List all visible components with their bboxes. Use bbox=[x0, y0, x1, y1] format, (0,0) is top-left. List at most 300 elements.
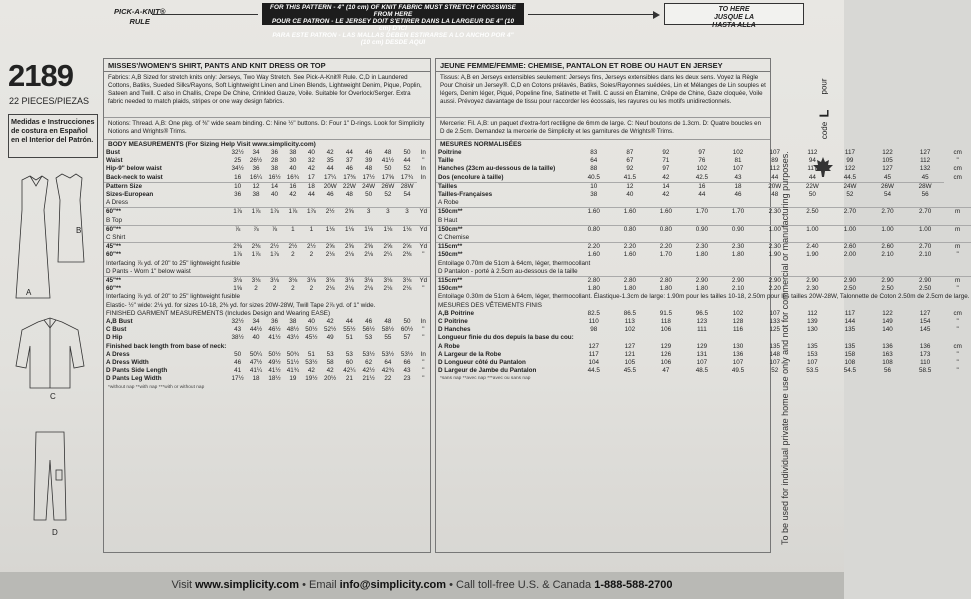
table-note: B Top bbox=[106, 216, 122, 224]
table-cell bbox=[302, 343, 320, 351]
table-cell: 43½ bbox=[286, 334, 300, 342]
row-label: D Largeur de Jambe du Pantalon bbox=[438, 367, 537, 375]
table-cell: 54 bbox=[884, 191, 892, 199]
table-cell: 53½ bbox=[381, 350, 394, 358]
table-cell: 41½ bbox=[381, 157, 394, 165]
table-cell: 64 bbox=[590, 157, 598, 165]
english-body-title: BODY MEASUREMENTS (For Sizing Help Visit www.simplicity.com) bbox=[108, 141, 316, 148]
table-note: Interfacing ⅞ yd. of 20" to 25" lightweight fusible bbox=[106, 293, 240, 301]
row-label: 60"** bbox=[106, 251, 121, 259]
table-cell: 37 bbox=[345, 157, 353, 165]
table-cell: 32½ bbox=[231, 149, 244, 156]
table-note-row bbox=[436, 199, 971, 208]
table-cell: ⅞ bbox=[228, 225, 246, 234]
table-cell: 44 bbox=[808, 173, 816, 181]
table-row bbox=[104, 285, 430, 293]
table-note-row bbox=[104, 293, 430, 301]
table-cell: 51 bbox=[345, 334, 353, 342]
table-cell: " bbox=[422, 157, 425, 165]
table-cell: 107 bbox=[807, 359, 818, 367]
table-cell: 42¼ bbox=[343, 367, 356, 375]
table-cell: 38½ bbox=[231, 334, 244, 342]
table-cell: 108 bbox=[882, 359, 893, 367]
table-cell: 38 bbox=[289, 149, 297, 156]
table-row bbox=[436, 182, 971, 191]
table-cell: 53 bbox=[345, 350, 353, 358]
table-cell: 129 bbox=[660, 342, 672, 350]
size-code bbox=[812, 68, 832, 138]
table-cell: 30 bbox=[289, 157, 297, 165]
table-cell: cm bbox=[953, 165, 962, 173]
table-cell bbox=[720, 334, 756, 342]
table-cell: 127 bbox=[624, 342, 636, 350]
table-cell: 42 bbox=[326, 149, 334, 156]
table-cell: 1.80 bbox=[623, 285, 636, 293]
table-cell: 41.5 bbox=[623, 173, 636, 181]
table-cell: 28W bbox=[397, 182, 416, 191]
table-row bbox=[104, 343, 430, 351]
table-cell: 1.60 bbox=[648, 208, 684, 217]
table-cell: 135 bbox=[769, 342, 781, 350]
table-note-row bbox=[436, 234, 971, 243]
email-link[interactable]: info@simplicity.com bbox=[339, 579, 447, 591]
table-cell: 42 bbox=[307, 367, 315, 375]
table-cell: 50 bbox=[403, 318, 411, 326]
table-cell: 87 bbox=[626, 149, 634, 156]
table-cell: 1⅞ bbox=[247, 208, 265, 217]
table-cell: 112 bbox=[769, 165, 780, 173]
table-cell: 46 bbox=[365, 318, 373, 326]
table-cell: 42 bbox=[326, 367, 334, 375]
table-cell: 24W bbox=[831, 182, 869, 191]
table-cell: 38 bbox=[270, 165, 278, 173]
table-cell: 62 bbox=[365, 359, 373, 367]
pour-label: pour bbox=[819, 78, 829, 95]
table-cell bbox=[397, 343, 416, 351]
table-row bbox=[104, 174, 430, 183]
table-cell: 35 bbox=[326, 157, 334, 165]
french-table bbox=[436, 149, 971, 375]
row-label: D Hanches bbox=[438, 326, 471, 334]
table-cell: " bbox=[422, 285, 425, 293]
contact-footer bbox=[0, 572, 844, 599]
row-label: Longueur finie du dos depuis la base du cou: bbox=[438, 334, 574, 342]
table-row bbox=[436, 157, 971, 165]
table-cell: 46 bbox=[345, 165, 353, 173]
table-cell bbox=[359, 343, 378, 351]
table-row bbox=[104, 375, 430, 383]
table-note-row bbox=[436, 302, 971, 310]
table-cell: 42 bbox=[662, 191, 670, 199]
table-cell: 0.80 bbox=[576, 225, 612, 234]
table-cell: 2 bbox=[291, 285, 295, 293]
table-cell: 60½ bbox=[400, 326, 414, 334]
table-cell: 108 bbox=[844, 359, 856, 367]
table-cell: 2 bbox=[254, 285, 258, 293]
table-cell: 60 bbox=[345, 359, 353, 367]
table-cell: 52 bbox=[846, 191, 854, 199]
table-cell: 55½ bbox=[343, 326, 356, 334]
table-cell: 97 bbox=[662, 165, 670, 173]
table-cell: 2.30 bbox=[684, 243, 720, 252]
table-cell: 104 bbox=[588, 359, 600, 367]
table-cell: m bbox=[944, 243, 971, 252]
table-cell: 1.90 bbox=[768, 251, 781, 259]
spanish-instructions-box: Medidas e Instrucciones de costura en Español en el Interior del Patrón. bbox=[8, 114, 98, 158]
table-cell: 58 bbox=[326, 359, 334, 367]
row-label: 150cm** bbox=[438, 285, 463, 293]
row-label: D Longueur côté du Pantalon bbox=[438, 359, 526, 367]
table-cell: 55 bbox=[384, 334, 392, 342]
table-cell: 50 bbox=[365, 191, 373, 199]
table-cell: 28W bbox=[906, 182, 944, 191]
table-cell: 50½ bbox=[305, 326, 318, 334]
table-cell: 135 bbox=[844, 342, 856, 350]
table-row bbox=[436, 191, 971, 199]
table-cell: 117 bbox=[588, 350, 599, 358]
table-cell: 1.70 bbox=[659, 251, 672, 259]
table-cell: 98 bbox=[590, 326, 598, 334]
shirt-sketch bbox=[16, 318, 84, 388]
table-cell: 46 bbox=[365, 149, 373, 156]
table-cell: 40 bbox=[626, 191, 634, 199]
english-footnote: *without nap **with nap ***with or without nap bbox=[108, 384, 205, 390]
table-cell: 3⅛ bbox=[228, 277, 246, 286]
table-cell: 1.80 bbox=[587, 285, 600, 293]
table-cell: 2.90 bbox=[720, 277, 756, 286]
table-cell: 1 bbox=[284, 225, 302, 234]
table-cell: 1⅞ bbox=[251, 251, 261, 259]
table-cell: 125 bbox=[769, 326, 781, 334]
table-cell: Yd bbox=[417, 243, 430, 252]
table-cell: 3⅛ bbox=[378, 277, 397, 286]
row-label: D Hip bbox=[106, 334, 123, 342]
table-cell: " bbox=[956, 318, 959, 326]
table-cell: 102 bbox=[732, 149, 744, 156]
table-cell bbox=[417, 343, 430, 351]
table-cell: 0.90 bbox=[684, 225, 720, 234]
stretch-arrow bbox=[528, 14, 658, 15]
table-cell bbox=[321, 343, 340, 351]
table-cell: 36 bbox=[270, 318, 278, 326]
table-cell: 36 bbox=[234, 191, 242, 199]
table-cell: 16 bbox=[284, 182, 302, 191]
table-cell: 2½ bbox=[265, 243, 283, 252]
table-cell: 71 bbox=[662, 157, 670, 165]
table-cell: 48 bbox=[365, 165, 373, 173]
maple-leaf-icon bbox=[812, 156, 834, 178]
table-note: A Dress bbox=[106, 199, 129, 207]
table-cell: " bbox=[956, 367, 959, 375]
table-cell: 105 bbox=[624, 359, 636, 367]
table-row bbox=[436, 343, 971, 351]
table-cell: 96.5 bbox=[695, 309, 709, 317]
row-label: Sizes-European bbox=[106, 191, 154, 199]
table-cell: 41½ bbox=[268, 334, 281, 342]
table-row bbox=[436, 326, 971, 334]
table-cell: 2¼ bbox=[383, 251, 393, 259]
table-cell: 3⅛ bbox=[247, 277, 265, 286]
table-cell bbox=[684, 334, 720, 342]
table-note-row bbox=[104, 310, 430, 318]
table-cell: 41¾ bbox=[286, 367, 300, 375]
table-cell: 54.5 bbox=[843, 367, 857, 375]
table-cell: 83 bbox=[590, 149, 598, 156]
english-notions: Notions: Thread. A,B: One pkg. of ⅜" wide seam binding. C: Nine ½" buttons. D: Four 1" D-rings. Look for Simplicity Notions and Wrights® Trims. bbox=[104, 118, 430, 140]
table-cell: 135 bbox=[807, 342, 818, 350]
table-cell: 64 bbox=[384, 359, 392, 367]
row-label: A Robe bbox=[438, 342, 460, 350]
table-cell: 38 bbox=[289, 318, 297, 326]
stretch-line-fr: POUR CE PATRON - LE JERSEY DOIT S'ETIRER DANS LA LARGEUR DE 4" (10 cm) D'ICI bbox=[271, 18, 515, 32]
table-cell: 40 bbox=[252, 334, 260, 342]
table-cell: 1.80 bbox=[731, 251, 745, 259]
table-row bbox=[104, 157, 430, 165]
table-cell: 2.50 bbox=[843, 285, 857, 293]
view-label-d: D bbox=[52, 528, 58, 537]
table-cell: 2.50 bbox=[918, 285, 932, 293]
pants-sketch bbox=[34, 432, 66, 520]
french-body-title: MESURES NORMALISÉES bbox=[440, 141, 522, 148]
table-cell: 1.60 bbox=[587, 251, 600, 259]
table-cell: 26W bbox=[378, 182, 397, 191]
table-cell: 82.5 bbox=[587, 309, 600, 317]
table-cell: 2.90 bbox=[684, 277, 720, 286]
table-row bbox=[436, 208, 971, 217]
table-cell: 2⅝ bbox=[340, 243, 359, 252]
table-cell: 18 bbox=[720, 182, 756, 191]
website-link[interactable]: www.simplicity.com bbox=[195, 579, 300, 591]
table-cell: 132 bbox=[919, 165, 931, 173]
table-cell: 17¼ bbox=[324, 173, 337, 181]
table-cell: 154 bbox=[919, 318, 931, 326]
table-cell: 2⅝ bbox=[359, 243, 378, 252]
table-cell: 50½ bbox=[268, 350, 281, 358]
table-cell: 2.50 bbox=[881, 285, 894, 293]
table-cell: " bbox=[956, 326, 959, 334]
table-cell: 2.20 bbox=[576, 243, 612, 252]
table-cell: 40.5 bbox=[587, 173, 600, 181]
table-cell: 2⅝ bbox=[321, 243, 340, 252]
table-cell: 1.80 bbox=[695, 285, 709, 293]
row-label: Hanches (23cm au-dessous de la taille) bbox=[438, 165, 556, 173]
code-label: code bbox=[820, 121, 830, 140]
table-cell: 38 bbox=[252, 191, 260, 199]
table-cell: Yd bbox=[417, 225, 430, 234]
table-cell: 107 bbox=[732, 165, 744, 173]
table-cell: cm bbox=[953, 173, 962, 181]
row-label: 45"** bbox=[104, 243, 228, 252]
table-cell: 1.80 bbox=[659, 285, 672, 293]
table-row bbox=[104, 165, 430, 173]
table-cell: 44 bbox=[403, 157, 411, 165]
row-label: Finished back length from base of neck: bbox=[106, 342, 227, 350]
table-cell: 47 bbox=[662, 367, 670, 375]
table-cell: 126 bbox=[660, 350, 672, 358]
table-row bbox=[104, 351, 430, 359]
table-cell: 3⅛ bbox=[359, 277, 378, 286]
table-cell: 42.5 bbox=[695, 173, 709, 181]
table-cell: 49½ bbox=[268, 359, 281, 367]
table-cell: 2.20 bbox=[612, 243, 648, 252]
row-label: Waist bbox=[106, 157, 123, 165]
table-cell: 127 bbox=[919, 149, 931, 156]
table-cell: 54 bbox=[403, 191, 411, 199]
table-cell: 127 bbox=[919, 309, 931, 317]
table-cell: 2⅛ bbox=[325, 285, 335, 293]
view-label-a: A bbox=[26, 288, 32, 297]
table-cell: 3⅛ bbox=[284, 277, 302, 286]
table-cell: In bbox=[420, 173, 426, 181]
table-cell: " bbox=[956, 157, 959, 165]
table-cell: 105 bbox=[882, 157, 893, 165]
table-cell: 2⅝ bbox=[378, 243, 397, 252]
table-cell: 1.00 bbox=[756, 225, 794, 234]
table-cell: 111 bbox=[697, 326, 707, 334]
table-cell: 53 bbox=[365, 334, 373, 342]
table-row bbox=[104, 243, 430, 252]
table-cell: 2⅝ bbox=[340, 208, 359, 217]
table-cell: 1⅛ bbox=[378, 225, 397, 234]
table-cell: 163 bbox=[882, 350, 893, 358]
table-row bbox=[104, 334, 430, 342]
table-cell: 52 bbox=[403, 165, 411, 173]
table-cell: 14 bbox=[648, 182, 684, 191]
to-here-es: HASTA ALLA bbox=[712, 22, 756, 29]
row-label: A Largeur de la Robe bbox=[438, 350, 502, 358]
table-cell: 19 bbox=[289, 375, 297, 383]
table-cell: 44 bbox=[345, 318, 353, 326]
table-cell: 2.30 bbox=[720, 243, 756, 252]
table-cell: 46 bbox=[326, 191, 334, 199]
view-label-c: C bbox=[50, 392, 56, 401]
table-cell: 50 bbox=[384, 165, 392, 173]
table-cell: 2.30 bbox=[756, 208, 794, 217]
table-note-row bbox=[104, 302, 430, 310]
table-note: FINISHED GARMENT MEASUREMENTS (Includes Design and Wearing EASE) bbox=[106, 309, 331, 317]
table-cell: 44 bbox=[345, 149, 353, 156]
table-row bbox=[436, 251, 971, 259]
table-cell: 122 bbox=[882, 309, 893, 317]
table-cell: 10 bbox=[228, 182, 246, 191]
table-cell: 2⅜ bbox=[402, 251, 412, 259]
table-cell: 2⅛ bbox=[325, 251, 335, 259]
table-cell: 18 bbox=[252, 375, 260, 383]
row-label: Dos (encolure à taille) bbox=[438, 173, 504, 181]
table-cell: 47½ bbox=[249, 359, 263, 367]
row-label: C Bust bbox=[106, 326, 127, 334]
table-cell bbox=[648, 334, 684, 342]
pick-a-knit-text: PICK-A-KNIT® bbox=[114, 7, 166, 16]
email-label: • Email bbox=[299, 579, 340, 591]
table-cell: 135 bbox=[844, 326, 856, 334]
row-label: D Pants Leg Width bbox=[106, 375, 162, 383]
table-cell: 2.30 bbox=[806, 285, 819, 293]
table-cell: 107 bbox=[732, 359, 744, 367]
table-cell: 2.90 bbox=[906, 277, 944, 286]
table-cell: " bbox=[422, 251, 425, 259]
table-cell: 129 bbox=[696, 342, 708, 350]
table-cell bbox=[869, 334, 907, 342]
table-cell: 2.60 bbox=[869, 243, 907, 252]
table-cell: 2.20 bbox=[648, 243, 684, 252]
table-cell: 3 bbox=[378, 208, 397, 217]
table-cell: 16 bbox=[234, 173, 242, 181]
table-cell: 43 bbox=[403, 367, 411, 375]
row-label: Back-neck to waist bbox=[106, 173, 163, 181]
table-cell: 38 bbox=[590, 191, 598, 199]
table-cell: 1⅛ bbox=[397, 225, 416, 234]
table-cell: 122 bbox=[882, 149, 893, 156]
table-cell: 36 bbox=[270, 149, 278, 156]
table-cell: 48.5 bbox=[695, 367, 709, 375]
table-cell: 131 bbox=[696, 350, 708, 358]
table-cell: 17⅝ bbox=[381, 173, 394, 181]
table-cell: 2.80 bbox=[648, 277, 684, 286]
table-cell: 50 bbox=[403, 149, 411, 156]
table-cell: 2 bbox=[272, 285, 277, 293]
table-cell bbox=[576, 334, 612, 342]
table-cell bbox=[284, 343, 302, 351]
table-cell: 22W bbox=[340, 182, 359, 191]
table-cell: 32 bbox=[307, 157, 315, 165]
table-row bbox=[436, 149, 971, 157]
table-cell: 2⅜ bbox=[228, 243, 246, 252]
table-cell: 19½ bbox=[305, 375, 318, 383]
table-cell: " bbox=[422, 326, 425, 334]
table-cell: 22 bbox=[384, 375, 392, 383]
table-cell: 45 bbox=[884, 173, 892, 181]
row-label: 60"** bbox=[104, 225, 228, 234]
garment-illustrations bbox=[0, 170, 100, 550]
table-row bbox=[436, 318, 971, 326]
row-label: 60"** bbox=[104, 208, 228, 217]
table-cell: 34½ bbox=[231, 165, 244, 173]
table-cell: ⅞ bbox=[265, 225, 283, 234]
table-cell: 2⅛ bbox=[345, 285, 354, 293]
table-cell: 2½ bbox=[302, 243, 320, 252]
table-cell: 42 bbox=[307, 165, 315, 173]
table-cell: 0.80 bbox=[612, 225, 648, 234]
table-cell: Yd bbox=[417, 208, 430, 217]
table-cell bbox=[794, 334, 832, 342]
table-note-row bbox=[436, 260, 971, 268]
table-cell: 1⅛ bbox=[321, 225, 340, 234]
table-cell: 153 bbox=[807, 350, 818, 358]
table-cell: 50¼ bbox=[249, 350, 263, 358]
table-cell: 2.60 bbox=[831, 243, 869, 252]
table-cell: 40 bbox=[307, 318, 315, 326]
to-here-en: TO HERE bbox=[718, 6, 750, 13]
table-cell: 53½ bbox=[305, 359, 318, 367]
table-cell: 1.60 bbox=[623, 251, 636, 259]
row-label: 115cm** bbox=[436, 277, 576, 286]
row-label: Bust bbox=[106, 149, 120, 156]
table-cell: 34 bbox=[252, 318, 260, 326]
table-cell bbox=[378, 343, 397, 351]
table-cell: 46 bbox=[234, 359, 242, 367]
table-cell: 2.00 bbox=[843, 251, 857, 259]
table-note-row bbox=[104, 199, 430, 208]
table-cell: 89 bbox=[771, 157, 779, 165]
table-cell: 41¼ bbox=[249, 367, 263, 375]
table-cell: 2.70 bbox=[869, 208, 907, 217]
table-cell: 1⅞ bbox=[265, 208, 283, 217]
table-cell: 1.00 bbox=[869, 225, 907, 234]
table-cell: 20W bbox=[756, 182, 794, 191]
english-table bbox=[104, 149, 430, 384]
table-cell: 52 bbox=[771, 367, 779, 375]
